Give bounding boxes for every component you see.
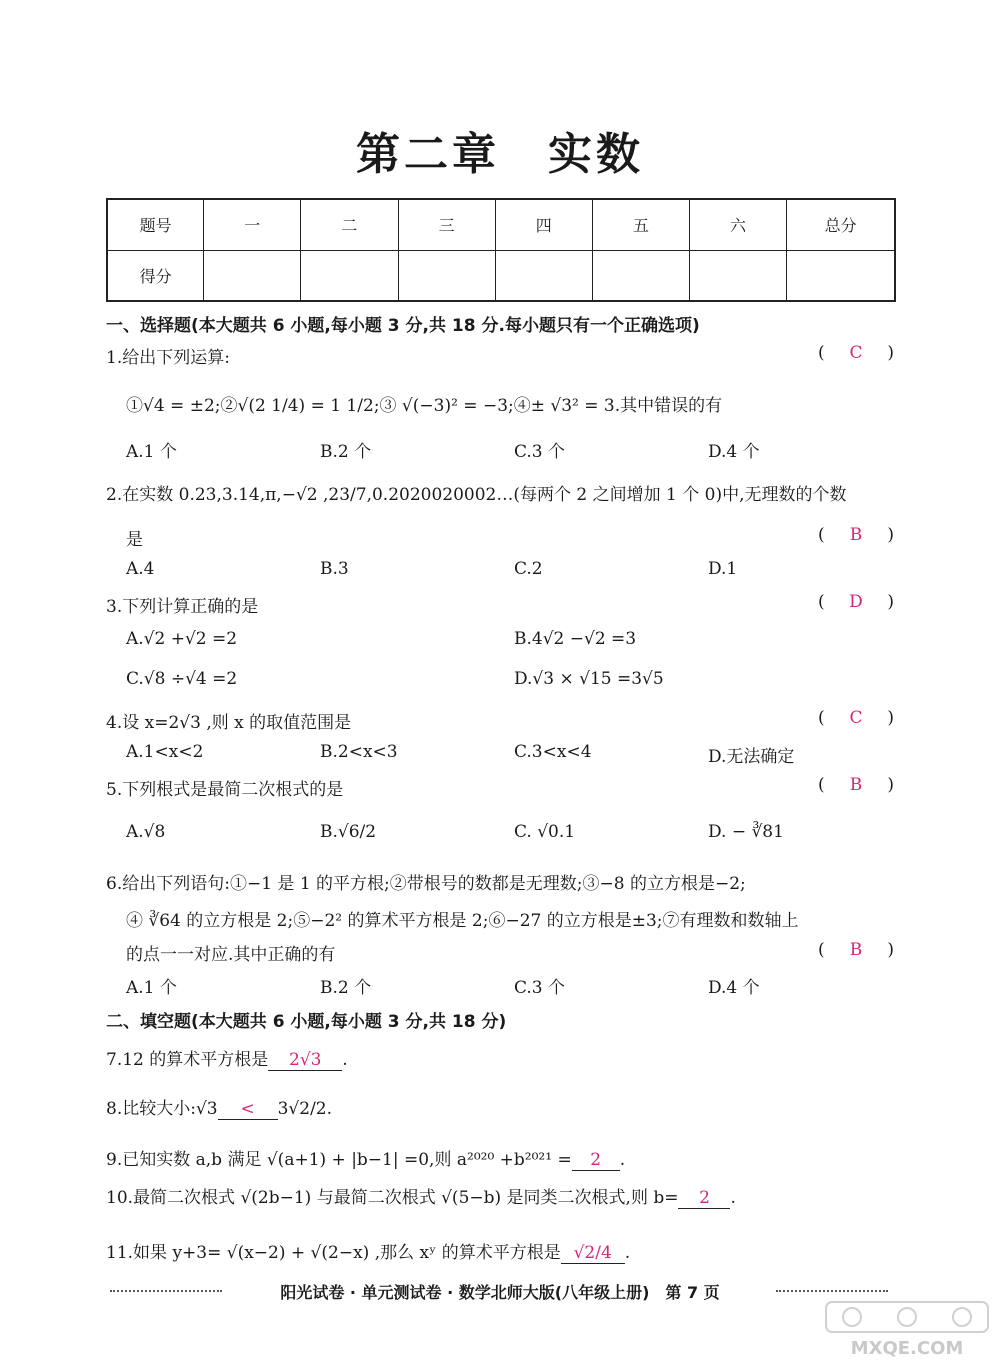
score-table-score-row <box>107 250 895 301</box>
question-9-end: . <box>619 1150 626 1170</box>
question-4-option-d: D.无法确定 <box>708 747 795 767</box>
question-9 <box>106 1145 625 1171</box>
score-cell[interactable] <box>787 250 895 301</box>
score-cell[interactable] <box>398 250 495 301</box>
question-9-text: 9.已知实数 a,b 满足 √(a+1) + |b−1| =0,则 a²⁰²⁰ +b²⁰²¹ = <box>106 1150 572 1170</box>
question-1-stem: 1.给出下列运算: <box>106 348 230 368</box>
score-cell[interactable] <box>689 250 786 301</box>
watermark-text: MXQE.COM <box>850 1338 964 1359</box>
question-2-option-a: A.4 <box>126 559 155 579</box>
question-2-option-b: B.3 <box>320 559 349 579</box>
question-4-option-b: B.2<x<3 <box>320 742 398 762</box>
score-header-cell: 五 <box>592 199 689 250</box>
score-cell[interactable] <box>592 250 689 301</box>
question-7-text: 7.12 的算术平方根是 <box>106 1050 269 1070</box>
question-5-option-a: A.√8 <box>126 822 166 842</box>
score-header-cell: 六 <box>689 199 786 250</box>
score-header-cell: 一 <box>204 199 301 250</box>
question-10-end: . <box>730 1188 736 1208</box>
question-10-answer[interactable]: 2 <box>678 1188 730 1209</box>
question-2-option-d: D.1 <box>708 559 738 579</box>
question-6-option-c: C.3 个 <box>514 978 566 998</box>
question-1-option-a: A.1 个 <box>126 442 177 462</box>
score-table-header-row <box>107 199 895 250</box>
question-3-option-b: B.4√2 −√2 =3 <box>514 629 637 649</box>
question-5-option-c: C. √0.1 <box>514 822 576 842</box>
question-6-statements: ④ ∛64 的立方根是 2;⑤−2² 的算术平方根是 2;⑥−27 的立方根是±3;⑦有理数和数轴上 <box>126 911 799 931</box>
question-7 <box>106 1045 348 1071</box>
question-6-answer: B <box>849 940 863 960</box>
question-1-answer: C <box>849 343 863 363</box>
page-title: 第二章 实数 <box>356 129 644 180</box>
question-8 <box>106 1094 332 1120</box>
question-5-option-d: D. − ∛81 <box>708 822 784 842</box>
score-header-cell: 四 <box>495 199 592 250</box>
score-table <box>106 198 896 302</box>
page-footer: 阳光试卷 · 单元测试卷 · 数学北师大版(八年级上册) 第 7 页 <box>280 1283 720 1302</box>
score-header-cell: 总分 <box>787 199 895 250</box>
question-2-stem-cont: 是 <box>126 530 143 550</box>
question-5-answer: B <box>849 775 863 795</box>
question-7-end: . <box>342 1050 348 1070</box>
question-3-option-a: A.√2 +√2 =2 <box>126 629 238 649</box>
question-8-text: 8.比较大小:√3 <box>106 1099 218 1119</box>
question-4-answer: C <box>849 708 863 728</box>
question-6-option-d: D.4 个 <box>708 978 760 998</box>
question-6-option-a: A.1 个 <box>126 978 177 998</box>
question-5-option-b: B.√6/2 <box>320 822 377 842</box>
question-9-answer[interactable]: 2 <box>572 1150 620 1171</box>
section-heading-fill: 二、填空题(本大题共 6 小题,每小题 3 分,共 18 分) <box>106 1012 507 1032</box>
question-1-option-c: C.3 个 <box>514 442 566 462</box>
question-2-stem: 2.在实数 0.23,3.14,π,−√2 ,23/7,0.2020020002…(每两个 2 之间增加 1 个 0)中,无理数的个数 <box>106 485 847 505</box>
question-2-answer: B <box>849 525 863 545</box>
section-heading-choice: 一、选择题(本大题共 6 小题,每小题 3 分,共 18 分.每小题只有一个正确选项) <box>106 316 700 336</box>
score-header-cell: 三 <box>398 199 495 250</box>
score-header-cell: 题号 <box>107 199 204 250</box>
watermark-logo <box>822 1300 992 1360</box>
score-header-cell: 二 <box>301 199 398 250</box>
question-7-answer[interactable]: 2√3 <box>268 1050 342 1071</box>
score-row-label: 得分 <box>107 250 204 301</box>
question-1-option-b: B.2 个 <box>320 442 372 462</box>
question-1-statements: ①√4 = ±2;②√(2 1/4) = 1 1/2;③ √(−3)² = −3;④± √3² = 3.其中错误的有 <box>126 396 723 416</box>
question-3-option-c: C.√8 ÷√4 =2 <box>126 669 238 689</box>
question-10-text: 10.最简二次根式 √(2b−1) 与最简二次根式 √(5−b) 是同类二次根式,则 b= <box>106 1188 679 1208</box>
question-6-option-b: B.2 个 <box>320 978 372 998</box>
question-2-option-c: C.2 <box>514 559 543 579</box>
score-cell[interactable] <box>204 250 301 301</box>
score-cell[interactable] <box>301 250 398 301</box>
question-11-end: . <box>624 1243 631 1263</box>
question-5-stem: 5.下列根式是最简二次根式的是 <box>106 780 344 800</box>
question-6-stem-cont: 的点一一对应.其中正确的有 <box>126 945 336 965</box>
question-11 <box>106 1238 630 1264</box>
question-4-stem: 4.设 x=2√3 ,则 x 的取值范围是 <box>106 713 352 733</box>
question-8-end: 3√2/2. <box>277 1099 333 1119</box>
question-10 <box>106 1183 736 1209</box>
question-6-stem: 6.给出下列语句:①−1 是 1 的平方根;②带根号的数都是无理数;③−8 的立方根是−2; <box>106 874 746 894</box>
score-cell[interactable] <box>495 250 592 301</box>
question-11-answer[interactable]: √2/4 <box>561 1243 625 1264</box>
question-1-option-d: D.4 个 <box>708 442 760 462</box>
question-11-text: 11.如果 y+3= √(x−2) + √(2−x) ,那么 xʸ 的算术平方根是 <box>106 1243 561 1263</box>
question-3-answer: D <box>849 592 863 612</box>
question-4-option-c: C.3<x<4 <box>514 742 592 762</box>
question-4-option-a: A.1<x<2 <box>126 742 204 762</box>
question-3-stem: 3.下列计算正确的是 <box>106 597 259 617</box>
question-3-option-d: D.√3 × √15 =3√5 <box>514 669 664 689</box>
question-8-answer[interactable]: < <box>218 1099 278 1120</box>
